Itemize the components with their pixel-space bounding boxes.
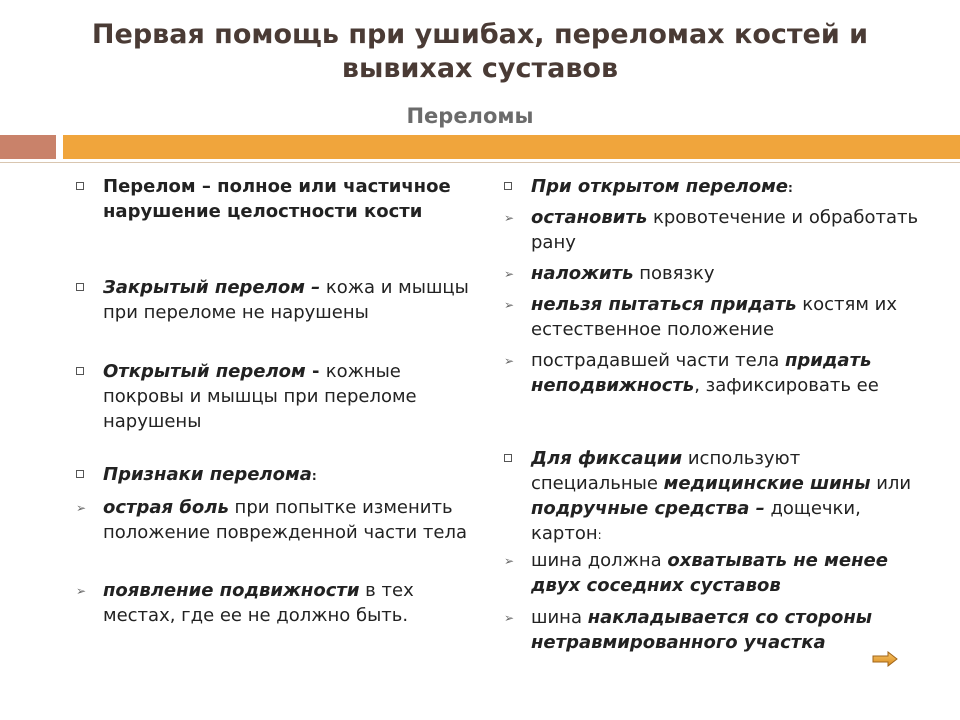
closed-fracture-text: кожа и мышцы при переломе не нарушены xyxy=(103,277,469,323)
decor-divider xyxy=(0,162,960,163)
sign-pain-text: при попытке изменить положение поврежденной части тела xyxy=(103,497,468,543)
arrow-bullet-icon: ➢ xyxy=(504,611,515,625)
immobilize-text: , зафиксировать ее xyxy=(694,375,879,396)
no-reposition-text: костям их естественное положение xyxy=(531,294,897,340)
bullet-bandage xyxy=(504,261,924,286)
decor-band-left xyxy=(0,135,56,159)
no-reposition-term: нельзя пытаться придать xyxy=(531,294,797,315)
bullet-open-fracture xyxy=(76,359,476,434)
stop-bleeding-text: кровотечение и обработать рану xyxy=(531,207,919,253)
fixation-term-3: подручные средства – xyxy=(531,498,765,519)
signs-colon: : xyxy=(311,469,317,483)
sign-mobility-text: в тех местах, где ее не должно быть. xyxy=(103,580,414,626)
arrow-bullet-icon: ➢ xyxy=(76,501,87,515)
square-bullet-icon xyxy=(76,359,84,384)
bullet-stop-bleeding xyxy=(504,205,924,255)
splint-side-term: накладывается со стороны нетравмированного участка xyxy=(531,607,873,653)
square-bullet-icon xyxy=(76,275,84,300)
slide-title: Первая помощь при ушибах, переломах костей и вывихах суставов xyxy=(91,19,869,84)
immobilize-term: придать неподвижность xyxy=(531,350,872,396)
arrow-bullet-icon: ➢ xyxy=(504,211,515,225)
open-fracture-dash: - xyxy=(305,361,326,382)
square-bullet-icon xyxy=(504,446,512,471)
bullet-closed-fracture xyxy=(76,275,476,325)
stop-bleeding-term: остановить xyxy=(531,207,648,228)
closed-fracture-term: Закрытый перелом – xyxy=(103,277,321,298)
bullet-sign-pain xyxy=(76,495,476,545)
square-bullet-icon xyxy=(76,462,84,487)
definition-text: Перелом – полное или частичное нарушение целостности кости xyxy=(103,176,451,222)
fixation-text-1: используют специальные xyxy=(531,448,801,494)
open-fracture-text: кожные покровы и мышцы при переломе нарушены xyxy=(103,361,417,432)
square-bullet-icon xyxy=(76,174,84,199)
fixation-text-2: или xyxy=(870,473,912,494)
arrow-bullet-icon: ➢ xyxy=(504,354,515,368)
immobilize-pre: пострадавшей части тела xyxy=(531,350,785,371)
signs-term: Признаки перелома xyxy=(103,464,312,485)
sign-mobility-term: появление подвижности xyxy=(103,580,360,601)
open-help-heading: При открытом переломе xyxy=(531,176,788,197)
arrow-bullet-icon: ➢ xyxy=(504,298,515,312)
splint-side-pre: шина xyxy=(531,607,588,628)
splint-joints-term: охватывать не менее двух соседних суставов xyxy=(531,550,888,596)
bullet-splint-joints xyxy=(504,548,924,598)
fixation-term: Для фиксации xyxy=(531,448,683,469)
square-bullet-icon xyxy=(504,174,512,199)
decor-band-right xyxy=(63,135,960,159)
bullet-definition xyxy=(76,174,476,224)
bullet-no-reposition xyxy=(504,292,924,342)
bullet-open-help xyxy=(504,174,924,201)
fixation-colon: : xyxy=(597,528,602,542)
sign-pain-term: острая боль xyxy=(103,497,229,518)
arrow-bullet-icon: ➢ xyxy=(76,584,87,598)
open-fracture-term: Открытый перелом xyxy=(103,361,306,382)
bullet-splint-side xyxy=(504,605,924,655)
left-column xyxy=(76,174,476,626)
splint-joints-pre: шина должна xyxy=(531,550,668,571)
open-help-colon: : xyxy=(788,181,793,195)
bandage-term: наложить xyxy=(531,263,634,284)
bandage-text: повязку xyxy=(633,263,715,284)
fixation-text-3: дощечки, картон xyxy=(531,498,861,544)
bullet-immobilize xyxy=(504,348,924,398)
fixation-term-2: медицинские шины xyxy=(663,473,871,494)
arrow-bullet-icon: ➢ xyxy=(504,554,515,568)
bullet-sign-mobility xyxy=(76,578,476,628)
bullet-fixation xyxy=(504,446,924,548)
bullet-signs xyxy=(76,462,476,489)
slide-subtitle: Переломы xyxy=(406,104,534,128)
next-slide-arrow-icon[interactable] xyxy=(872,651,898,667)
arrow-bullet-icon: ➢ xyxy=(504,267,515,281)
